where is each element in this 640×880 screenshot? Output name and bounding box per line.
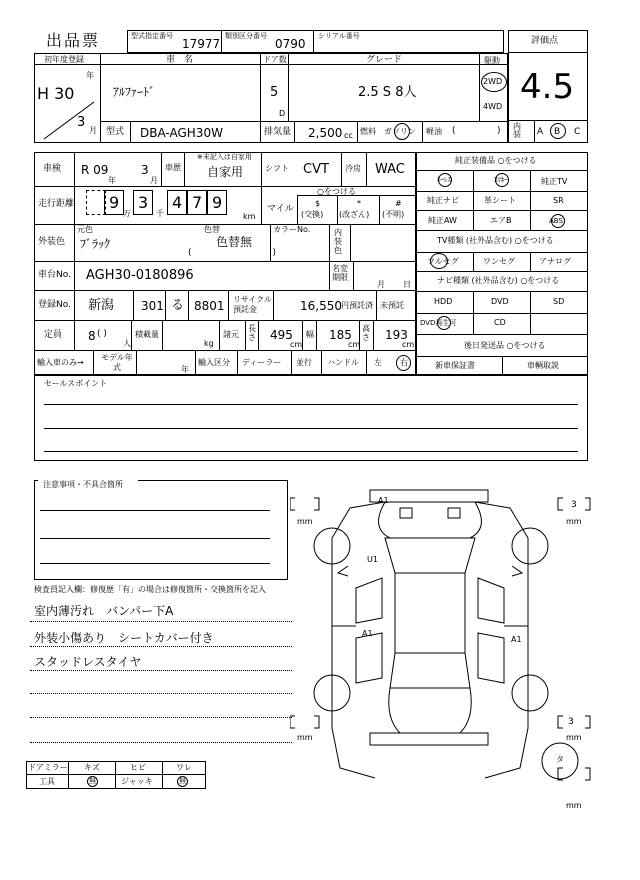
equip-leather: 革シート xyxy=(484,196,516,205)
tv-title: TV種類 (社外品含む) ○をつける xyxy=(437,236,554,245)
model-label: 型式 xyxy=(106,127,125,137)
fuel-light-label: 軽油 xyxy=(426,127,442,136)
inspection-month: 3 xyxy=(141,163,149,177)
first-reg-era: H 30 xyxy=(37,84,75,103)
doors-value: 5 xyxy=(270,85,279,100)
inspector-label: 検査員記入欄：修復歴「有」の場合は修復箇所・交換箇所を記入 xyxy=(34,585,266,594)
handle-left: 左 xyxy=(374,358,382,367)
equip-sr: SR xyxy=(553,196,564,205)
mileage-digit-4: 7 xyxy=(192,193,203,212)
inspection-year-unit: 年 xyxy=(108,176,116,185)
equip-abs-circle xyxy=(551,214,565,228)
damage-mark-right: A1 xyxy=(511,635,522,644)
title-change-month-unit: 月 xyxy=(377,280,385,289)
color-paint-label: 色替 xyxy=(204,225,220,234)
navi-cd: CD xyxy=(494,318,506,327)
recycle-unit: 円預託済 xyxy=(341,301,373,310)
equip-navi: 純正ナビ xyxy=(427,196,459,205)
tool-label: 工具 xyxy=(39,777,55,786)
mileage-mark-note: ○をつける xyxy=(317,187,356,196)
usage-note: ※未記入は自家用 xyxy=(197,153,252,161)
tv-fullseg-circle xyxy=(430,253,448,269)
recycle-label: リサイクル預託金 xyxy=(233,295,272,314)
interior-option-c: C xyxy=(574,127,581,137)
capacity-paren: ( ) xyxy=(97,329,107,339)
serial-label: シリアル番号 xyxy=(318,32,360,40)
ac-value: WAC xyxy=(375,162,405,177)
car-name: ｱﾙﾌｧｰﾄﾞ xyxy=(113,85,156,99)
notes-label: 注意事項・不具合箇所 xyxy=(43,480,123,489)
navi-hdd: HDD xyxy=(434,297,453,306)
grade-label: グレード xyxy=(366,55,403,65)
height-unit: cm xyxy=(402,340,415,349)
mileage-digit-5: 9 xyxy=(212,193,223,212)
notes-box xyxy=(34,480,288,580)
interior-option-b: B xyxy=(554,127,561,137)
displacement-value: 2,500 xyxy=(308,126,343,140)
color-paren: ( ) xyxy=(188,248,277,258)
mirror-header: ドアミラー xyxy=(28,763,68,772)
reg-number: 8801 xyxy=(194,299,225,313)
reg-kana: る xyxy=(171,298,185,313)
mileage-label: 走行距離 xyxy=(38,199,75,209)
chassis-value: AGH30-0180896 xyxy=(86,268,194,283)
damage-mark-u1: U1 xyxy=(367,555,378,564)
mileage-opt-unknown: (不明) xyxy=(382,210,405,219)
name-label: 車 名 xyxy=(166,55,194,65)
mileage-digit-3: 4 xyxy=(172,193,183,212)
equip-keyless: ｷｰﾚｽ xyxy=(437,176,451,184)
usage-label: 車歴 xyxy=(165,163,181,172)
length-value: 495 xyxy=(270,328,293,342)
interior-option-a: A xyxy=(537,127,544,137)
score-label: 評価点 xyxy=(531,36,559,46)
width-label: 幅 xyxy=(306,330,314,339)
spare-mm: mm xyxy=(566,801,582,810)
equipment-title: 純正装備品 ○をつける xyxy=(455,156,537,165)
color-original: ﾌﾞﾗｯｸ xyxy=(80,237,111,251)
reg-region: 新潟 xyxy=(88,298,115,313)
mileage-opt-exchange: (交換) xyxy=(301,210,324,219)
mileage-unit: km xyxy=(243,212,256,221)
shift-label: シフト xyxy=(265,164,289,173)
damage-mark-left: A1 xyxy=(362,629,373,638)
fuel-label: 燃料 xyxy=(360,127,376,136)
equip-airbag: エアB xyxy=(490,216,512,225)
tire-depth-rr: 3 xyxy=(568,717,574,727)
capacity-unit: 人 xyxy=(123,339,131,348)
handle-right-circle xyxy=(396,355,411,371)
first-reg-slash xyxy=(34,64,100,143)
width-unit: cm xyxy=(348,340,361,349)
navi-dvd: DVD xyxy=(491,297,509,306)
equip-abs: ABS xyxy=(549,217,563,225)
chassis-label: 車台No. xyxy=(38,270,71,280)
sales-point-label: セールスポイント xyxy=(44,379,108,388)
first-reg-month-unit: 月 xyxy=(89,126,97,135)
tire-mm-rl: mm xyxy=(297,733,313,742)
equip-smartkey-circle xyxy=(495,173,509,187)
jack-none-mark: 無 xyxy=(179,777,186,785)
int-color-label: 内装色 xyxy=(334,228,342,255)
load-unit: kg xyxy=(204,339,214,348)
capacity-value: 8 xyxy=(88,329,96,343)
drive-2wd: 2WD xyxy=(483,77,503,86)
color-original-label: 元色 xyxy=(77,225,93,234)
registration-label: 登録No. xyxy=(38,300,71,310)
dims-label: 諸元 xyxy=(223,330,239,339)
first-reg-month: 3 xyxy=(77,115,86,130)
height-value: 193 xyxy=(385,328,408,342)
interior-label: 内装 xyxy=(513,122,521,139)
import-dealer: ディーラー xyxy=(242,358,282,367)
drive-4wd: 4WD xyxy=(483,102,503,111)
navi-title: ナビ種類 (社外品含む) ○をつける xyxy=(437,276,560,285)
displacement-label: 排気量 xyxy=(264,127,292,137)
import-class-label: 輸入区分 xyxy=(198,358,230,367)
title-change-label: 名変期限 xyxy=(332,264,348,282)
tire-mm-rr: mm xyxy=(566,733,582,742)
jack-label: ジャッキ xyxy=(121,777,153,786)
damage-mark-front: A1 xyxy=(378,496,389,505)
color-no-label: カラーNo. xyxy=(273,225,311,234)
mileage-opt-tampered: (改ざん) xyxy=(339,210,370,219)
mileage-digit-2: 3 xyxy=(138,193,149,212)
displacement-unit: cc xyxy=(344,131,353,140)
tire-depth-fr: 3 xyxy=(571,500,577,510)
recycle-pending: 未預託 xyxy=(380,301,404,310)
shift-value: CVT xyxy=(303,162,329,177)
car-damage-diagram xyxy=(290,478,600,818)
model-year-unit: 年 xyxy=(181,365,189,374)
tool-none-mark: 無 xyxy=(89,777,96,785)
capacity-label: 定員 xyxy=(44,330,63,340)
mileage-opt-hash: # xyxy=(395,199,402,208)
inspection-label: 車検 xyxy=(43,164,62,174)
score-value: 4.5 xyxy=(520,67,575,107)
import-label: 輸入車のみ→ xyxy=(37,358,84,367)
fuel-paren-open: ( xyxy=(452,126,456,136)
docs-title: 後日発送品 ○をつける xyxy=(464,341,546,350)
tv-analog: アナログ xyxy=(539,257,571,266)
type-no: 17977 xyxy=(182,37,221,51)
inspector-line-3: スタッドレスタイヤ xyxy=(34,655,142,669)
fuel-selected-circle xyxy=(394,123,410,140)
color-label: 外装色 xyxy=(38,237,66,247)
mirror-crack-header: ヒビ xyxy=(130,763,146,772)
doors-suffix: D xyxy=(279,109,286,118)
height-label: 高さ xyxy=(362,324,370,342)
recycle-value: 16,550 xyxy=(300,299,342,313)
mileage-sen: 千 xyxy=(156,209,164,218)
class-no: 0790 xyxy=(275,37,306,51)
tire-mm-fr: mm xyxy=(566,517,582,526)
ac-label: 冷房 xyxy=(345,164,361,173)
handle-label: ハンドル xyxy=(327,358,359,367)
first-reg-year-unit: 年 xyxy=(86,71,94,80)
tv-fullseg: フルセグ xyxy=(427,257,459,266)
sales-point-box xyxy=(34,375,588,461)
load-label: 積載量 xyxy=(135,330,159,339)
mirror-scratch-header: キズ xyxy=(84,763,100,772)
model-year-label: モデル年式 xyxy=(101,353,133,372)
inspector-line-1: 室内薄汚れ バンパー下A xyxy=(34,604,174,618)
form-title: 出品票 xyxy=(46,31,101,50)
spare-label: タ xyxy=(556,755,564,764)
reg-class: 301 xyxy=(141,299,164,313)
equip-tv: 純正TV xyxy=(541,177,568,186)
tv-oneseg: ワンセグ xyxy=(483,257,515,266)
mileage-opt-star: * xyxy=(357,199,361,208)
mileage-man: 万 xyxy=(123,209,131,218)
handle-right: 右 xyxy=(400,358,408,367)
equip-smartkey: ｽﾏｷｰ xyxy=(494,176,508,184)
navi-dvd-play-circle xyxy=(437,316,451,330)
type-no-label: 型式指定番号 xyxy=(131,32,173,40)
doors-label: ドア数 xyxy=(263,55,287,64)
model-value: DBA-AGH30W xyxy=(140,126,223,140)
docs-manual: 車輌取説 xyxy=(527,361,559,370)
mirror-broken-header: ワレ xyxy=(176,763,192,772)
first-reg-label: 初年度登録 xyxy=(44,55,84,64)
navi-dvd-play: DVD再生可 xyxy=(420,319,457,327)
equip-keyless-circle xyxy=(438,173,452,187)
tire-mm-fl: mm xyxy=(297,517,313,526)
inspection-month-unit: 月 xyxy=(150,176,158,185)
length-label: 長さ xyxy=(248,324,256,342)
usage-value: 自家用 xyxy=(207,165,244,179)
class-no-label: 類別区分番号 xyxy=(225,32,267,40)
fuel-paren-close: ) xyxy=(497,126,501,136)
equip-aw: 純正AW xyxy=(428,216,457,225)
navi-sd: SD xyxy=(553,297,565,306)
length-unit: cm xyxy=(290,340,303,349)
drive-label: 駆動 xyxy=(484,56,500,65)
fuel-selected: ガソリン xyxy=(384,127,416,136)
import-parallel: 並行 xyxy=(296,358,312,367)
color-paint: 色替無 xyxy=(216,235,253,249)
docs-warranty: 新車保証書 xyxy=(435,361,475,370)
grade-value: 2.5 S 8人 xyxy=(358,85,417,100)
interior-selected-circle xyxy=(550,123,566,139)
mile-label: マイル xyxy=(267,204,294,214)
inspector-line-2: 外装小傷あり シートカバー付き xyxy=(34,631,214,645)
inspection-era: R 09 xyxy=(81,163,109,177)
mileage-opt-dollar: $ xyxy=(315,199,321,208)
width-value: 185 xyxy=(329,328,352,342)
mileage-digit-1: 9 xyxy=(109,193,120,212)
title-change-day-unit: 日 xyxy=(403,280,411,289)
